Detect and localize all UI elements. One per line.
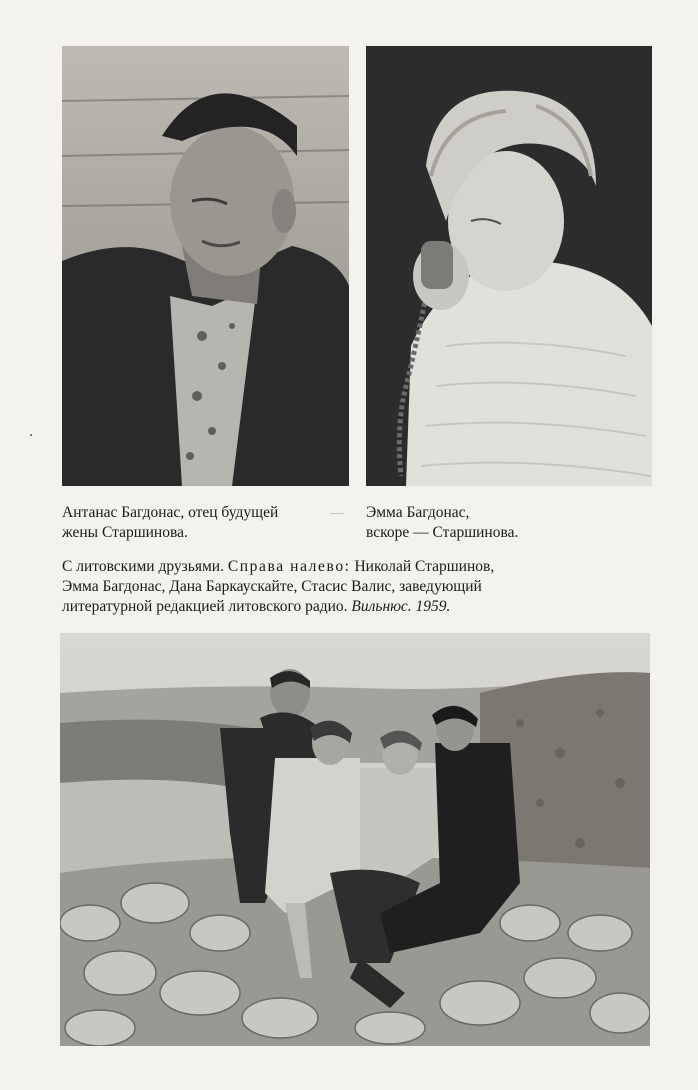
caption-group-text-d: литературной редакцией литовского радио.	[62, 598, 352, 615]
caption-group-line1	[62, 557, 662, 577]
caption-group-text-a: С литовскими друзьями.	[62, 558, 228, 575]
caption-group-line2: Эмма Багдонас, Дана Баркаускайте, Стасис Валис, заведующий	[62, 578, 482, 595]
caption-group-text-c: Николай Старшинов,	[350, 558, 495, 575]
print-speck	[30, 434, 32, 436]
photo-group-lithuanian-friends	[60, 633, 650, 1046]
caption-father	[62, 503, 342, 543]
caption-father-line2: жены Старшинова.	[62, 524, 188, 541]
caption-emma-line1: Эмма Багдонас,	[366, 504, 470, 521]
photo-emma-bagdonas	[366, 46, 652, 486]
photo-antanas-bagdonas	[62, 46, 349, 486]
caption-group-line3	[62, 597, 662, 617]
caption-group	[62, 557, 662, 617]
caption-emma-line2: вскоре — Старшинова.	[366, 524, 519, 541]
caption-group-spaced: Справа налево:	[227, 558, 351, 575]
caption-emma	[366, 503, 656, 543]
caption-group-place-date: Вильнюс. 1959.	[351, 598, 451, 615]
caption-father-line1: Антанас Багдонас, отец будущей	[62, 504, 279, 521]
